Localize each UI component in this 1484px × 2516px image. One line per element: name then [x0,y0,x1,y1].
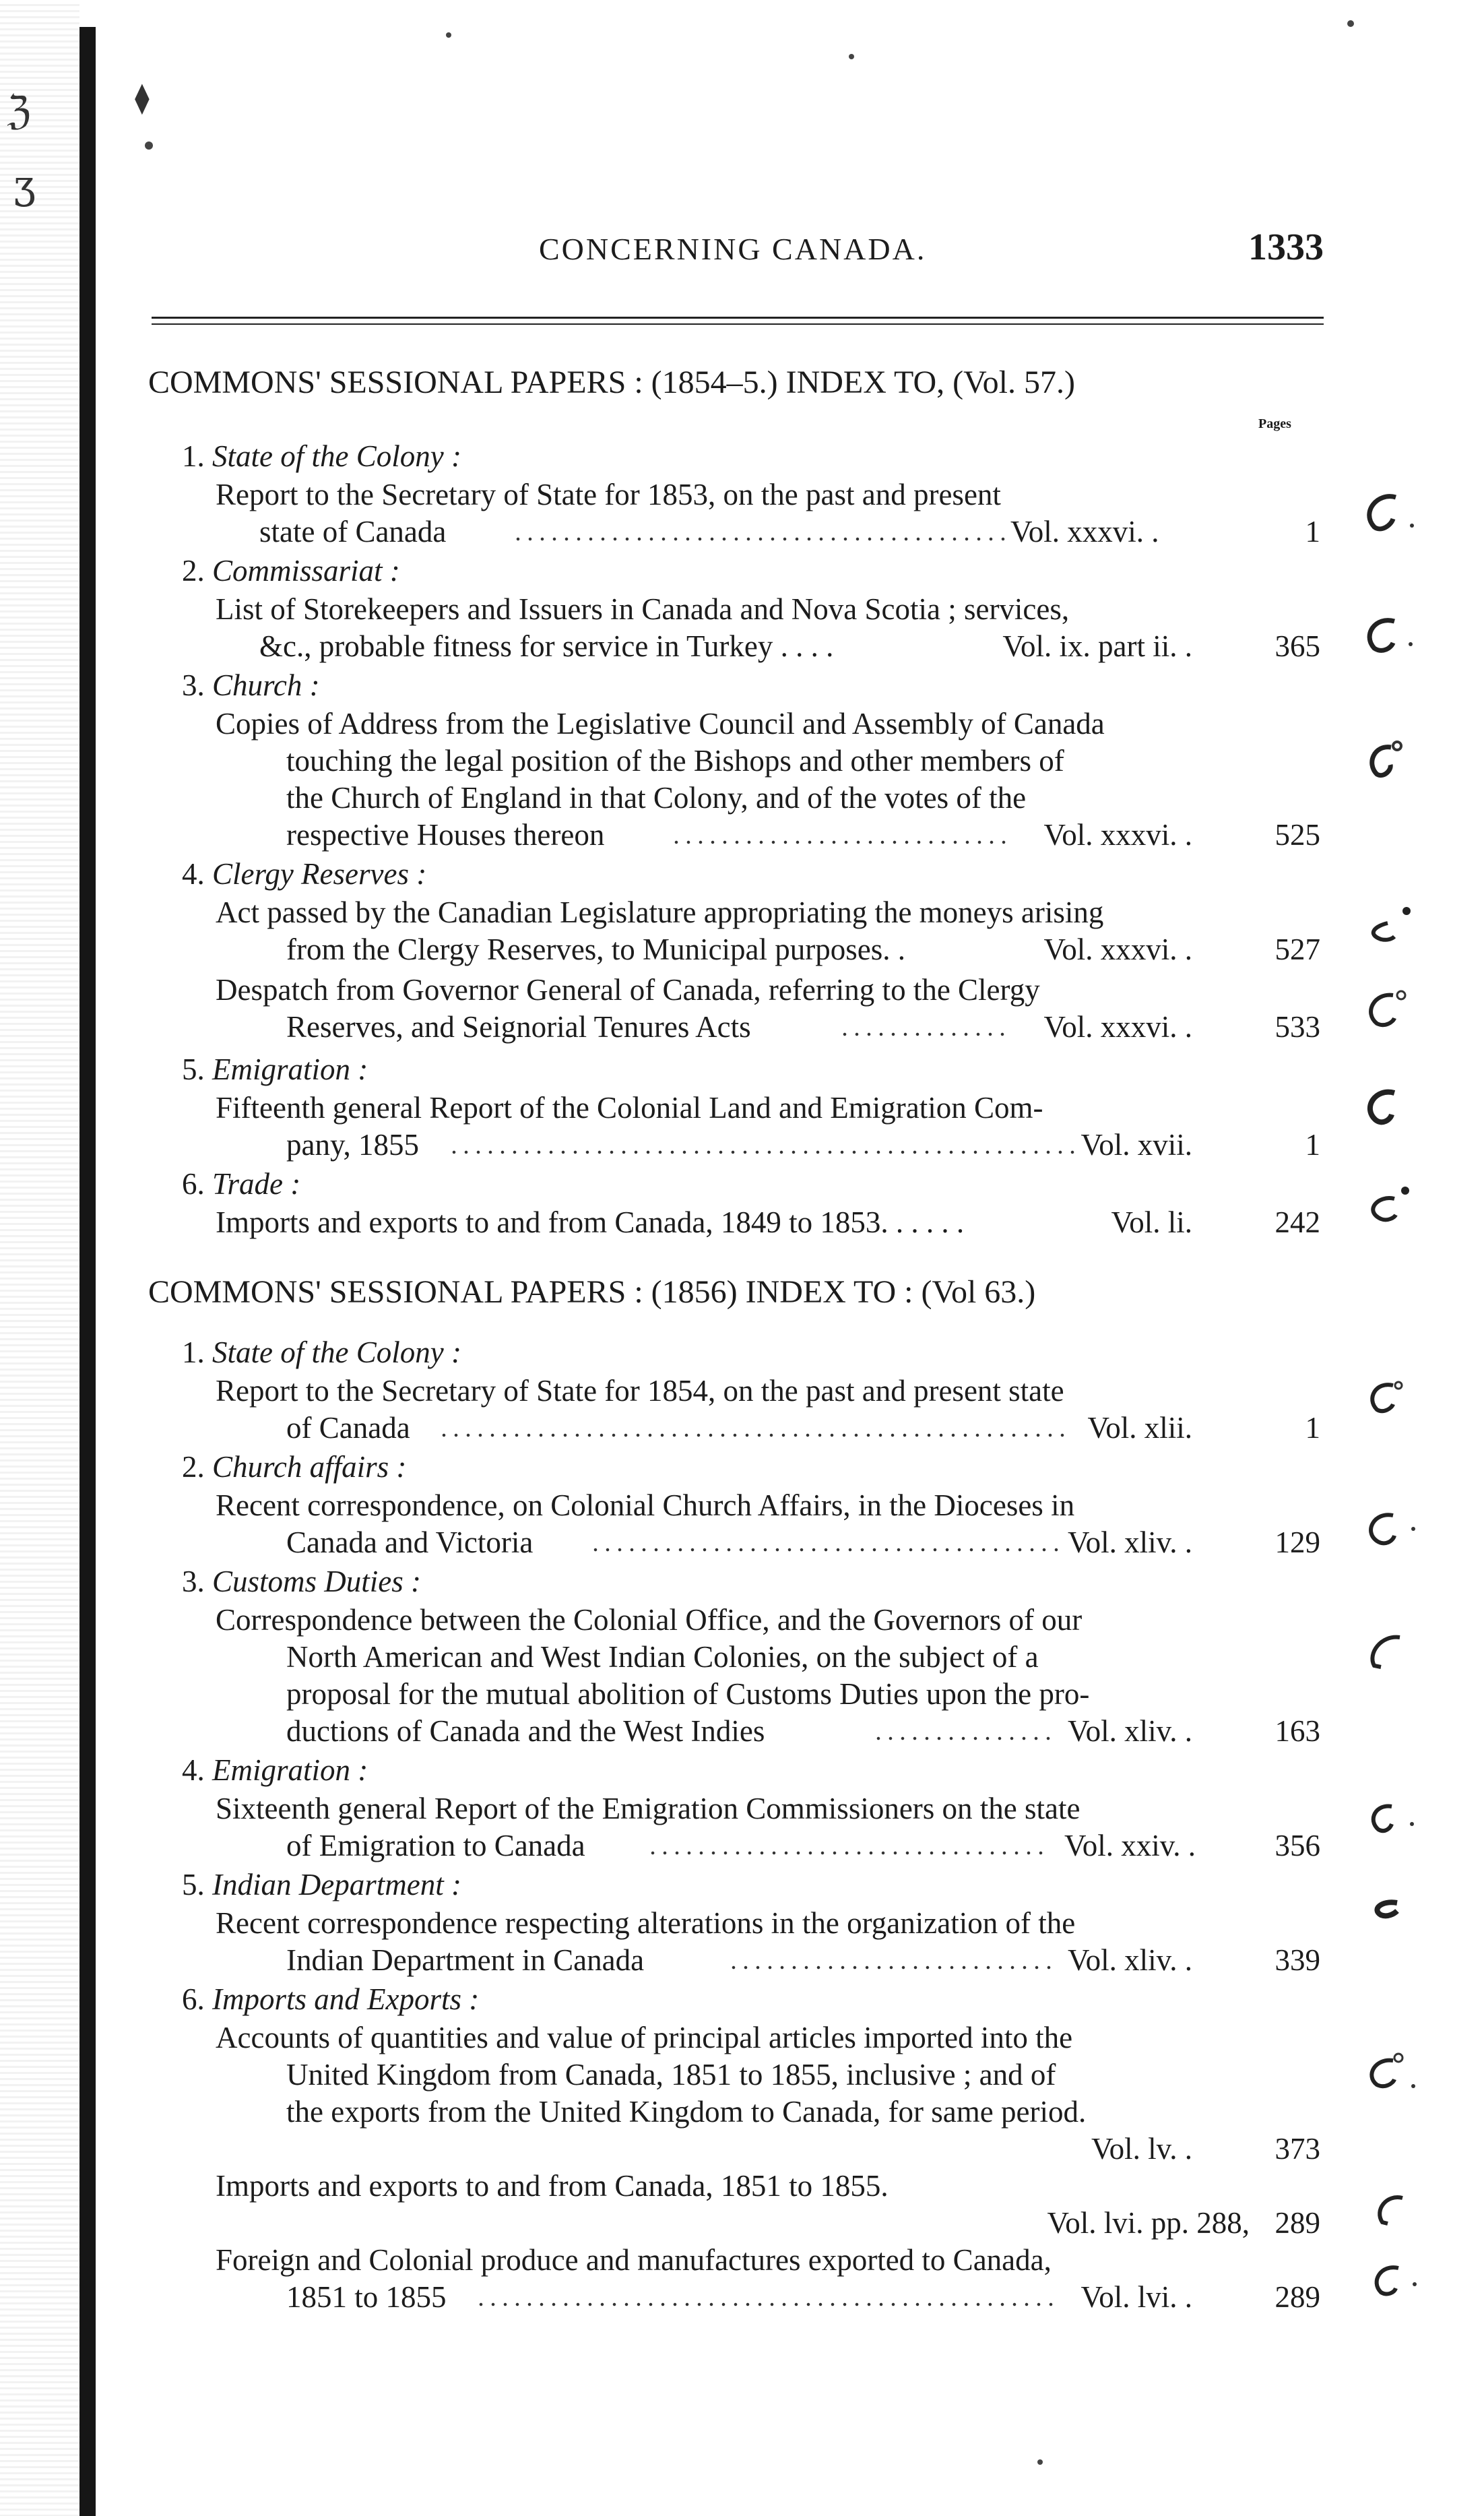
entry-text: Sixteenth general Report of the Emigration Commissioners on the state [216,1792,1080,1825]
category-number: 6. [182,1982,205,2016]
category-number: 1. [182,1335,205,1369]
running-head [152,226,1324,273]
dot-leader [512,537,1010,541]
category-number: 2. [182,1450,205,1484]
header-rule [152,323,1324,325]
category-number: 3. [182,668,205,702]
ink-speck [145,141,153,150]
entry-text: state of Canada [259,515,447,548]
page-ref: 525 [1275,818,1320,852]
entry-text: touching the legal position of the Bishops and other members of [286,744,1064,778]
volume-ref: Vol. lvi. pp. 288, [1047,2206,1250,2240]
handwritten-check-mark [1354,485,1421,539]
entry-text: Act passed by the Canadian Legislature appropriating the moneys arising [216,895,1104,929]
category-heading [182,1052,368,1086]
handwritten-check-mark [1354,896,1421,950]
category-number: 6. [182,1167,205,1201]
volume-ref: Vol. xliv. . [1067,1526,1192,1559]
category-number: 5. [182,1868,205,1901]
header-rule [152,317,1324,319]
handwritten-check-mark [1354,731,1421,785]
entry-text: proposal for the mutual abolition of Customs Duties upon the pro- [286,1677,1090,1711]
page-ref: 289 [1275,2280,1320,2314]
entry-text: Recent correspondence, on Colonial Church Affairs, in the Dioceses in [216,1488,1075,1522]
page-ref: 527 [1275,933,1320,966]
handwritten-check-mark [1354,1368,1421,1422]
page-ref: 1 [1305,1411,1320,1445]
entry-text: of Canada [286,1411,410,1445]
section-title: COMMONS' SESSIONAL PAPERS : (1854–5.) INDEX TO, (Vol. 57.) [148,365,1075,400]
category-name: Emigration : [212,1753,368,1787]
page-ref: 242 [1275,1205,1320,1239]
category-name: Church : [212,668,320,702]
pages-column-label: Pages [1258,416,1291,431]
handwritten-check-mark [1354,606,1421,660]
entry-text: 1851 to 1855 [286,2280,447,2314]
entry-text: Report to the Secretary of State for 1853, on the past and present [216,478,1001,511]
entry-text: Accounts of quantities and value of principal articles imported into the [216,2021,1073,2054]
page-ref: 289 [1275,2206,1320,2240]
entry-text: ductions of Canada and the West Indies [286,1714,765,1748]
margin-mark: ʒ [13,162,36,208]
category-number: 4. [182,857,205,891]
category-number: 2. [182,554,205,588]
ink-mark: ⧫ [135,81,150,115]
dot-leader [438,1433,1071,1437]
category-heading [182,1984,479,2015]
page-ref: 373 [1275,2132,1320,2166]
volume-ref: Vol. xxxvi. . [1043,1010,1192,1044]
dot-leader [839,1032,1007,1036]
entry-text: pany, 1855 [286,1128,420,1162]
page-number: 1333 [1248,226,1324,268]
entry-text: Foreign and Colonial produce and manufactures exported to Canada, [216,2243,1052,2277]
entry-text: of Emigration to Canada [286,1829,585,1862]
entry-text: Correspondence between the Colonial Office, and the Governors of our [216,1603,1083,1637]
entry-text: Despatch from Governor General of Canada, referring to the Clergy [216,973,1040,1007]
category-number: 4. [182,1753,205,1787]
volume-ref: Vol. ix. part ii. . [1002,629,1192,663]
volume-ref: Vol. xxiv. . [1064,1829,1196,1862]
category-name: Indian Department : [212,1868,461,1901]
handwritten-check-mark [1354,2042,1421,2096]
category-heading [182,1755,368,1786]
category-name: Imports and Exports : [212,1982,480,2016]
ink-speck [1037,2459,1043,2465]
handwritten-check-mark [1354,1499,1421,1553]
dot-leader [448,1150,1078,1154]
volume-ref: Vol. lvi. . [1080,2280,1192,2314]
category-heading [182,1335,461,1369]
handwritten-check-mark [1354,980,1421,1034]
ink-speck [1347,20,1354,27]
handwritten-check-mark [1354,2251,1421,2304]
volume-ref: Vol. li. [1111,1205,1192,1239]
volume-ref: Vol. xlii. [1087,1411,1192,1445]
handwritten-check-mark [1354,1624,1421,1678]
volume-ref: Vol. xxxvi. . [1010,515,1159,548]
page-ref: 365 [1275,629,1320,663]
dot-leader [670,840,1007,844]
page-ref: 533 [1275,1010,1320,1044]
category-heading [182,1870,461,1900]
entry-text: Canada and Victoria [286,1526,534,1559]
category-number: 1. [182,439,205,473]
entry-text: &c., probable fitness for service in Turkey . . . . [259,629,834,663]
section-title: COMMONS' SESSIONAL PAPERS : (1856) INDEX TO : (Vol 63.) [148,1274,1036,1310]
category-name: Emigration : [212,1052,368,1086]
category-number: 3. [182,1565,205,1598]
running-head-title: CONCERNING CANADA. [539,232,927,266]
entry-text: North American and West Indian Colonies, on the subject of a [286,1640,1039,1674]
category-heading [182,1567,421,1597]
category-name: State of the Colony : [212,1335,461,1369]
handwritten-check-mark [1354,1880,1421,1934]
dot-leader [475,2302,1061,2306]
category-heading [182,1452,406,1482]
handwritten-check-mark [1354,1789,1421,1843]
entry-text: United Kingdom from Canada, 1851 to 1855, inclusive ; and of [286,2058,1056,2092]
volume-ref: Vol. xliv. . [1067,1714,1192,1748]
entry-text: List of Storekeepers and Issuers in Canada and Nova Scotia ; services, [216,592,1070,626]
volume-ref: Vol. xvii. [1080,1128,1192,1162]
category-name: Clergy Reserves : [212,857,427,891]
entry-text: respective Houses thereon [286,818,605,852]
category-heading [182,1169,300,1199]
page-edge [0,0,79,2516]
category-name: State of the Colony : [212,439,461,473]
ink-speck [446,32,451,38]
page-ref: 129 [1275,1526,1320,1559]
category-name: Church affairs : [212,1450,407,1484]
handwritten-check-mark [1354,2183,1421,2237]
page-ref: 356 [1275,1829,1320,1862]
page-ref: 339 [1275,1943,1320,1977]
category-name: Customs Duties : [212,1565,422,1598]
handwritten-check-mark [1354,1078,1421,1132]
entry-text: Fifteenth general Report of the Colonial Land and Emigration Com- [216,1091,1043,1125]
entry-text: the Church of England in that Colony, and of the votes of the [286,781,1027,815]
volume-ref: Vol. xxxvi. . [1043,933,1192,966]
entry-text: the exports from the United Kingdom to Canada, for same period. [286,2095,1087,2129]
entry-text: Reserves, and Seignorial Tenures Acts [286,1010,751,1044]
category-name: Trade : [212,1167,301,1201]
entry-text: Recent correspondence respecting alterations in the organization of the [216,1906,1076,1940]
category-number: 5. [182,1052,205,1086]
category-heading [182,441,461,472]
margin-mark: ℨ [7,88,31,133]
volume-ref: Vol. xliv. . [1067,1943,1192,1977]
dot-leader [872,1736,1054,1740]
entry-text: Indian Department in Canada [286,1943,645,1977]
dot-leader [589,1548,1061,1552]
handwritten-check-mark [1354,1176,1421,1230]
entry-text: Imports and exports to and from Canada, 1849 to 1853. . . . . . [216,1205,965,1239]
entry-text: Imports and exports to and from Canada, 1851 to 1855. [216,2169,889,2203]
category-name: Commissariat : [212,554,400,588]
entry-text: Report to the Secretary of State for 1854, on the past and present state [216,1374,1064,1408]
category-heading [182,670,320,701]
category-heading [182,859,426,889]
ink-speck [849,54,854,59]
book-binding [79,27,96,2516]
page-ref: 1 [1305,515,1320,548]
volume-ref: Vol. lv. . [1091,2132,1192,2166]
page-ref: 1 [1305,1128,1320,1162]
dot-leader [647,1851,1051,1855]
entry-text: Copies of Address from the Legislative Council and Assembly of Canada [216,707,1105,741]
category-heading [182,556,400,586]
volume-ref: Vol. xxxvi. . [1043,818,1192,852]
entry-text: from the Clergy Reserves, to Municipal purposes. . [286,933,906,966]
page-ref: 163 [1275,1714,1320,1748]
dot-leader [728,1965,1051,1970]
